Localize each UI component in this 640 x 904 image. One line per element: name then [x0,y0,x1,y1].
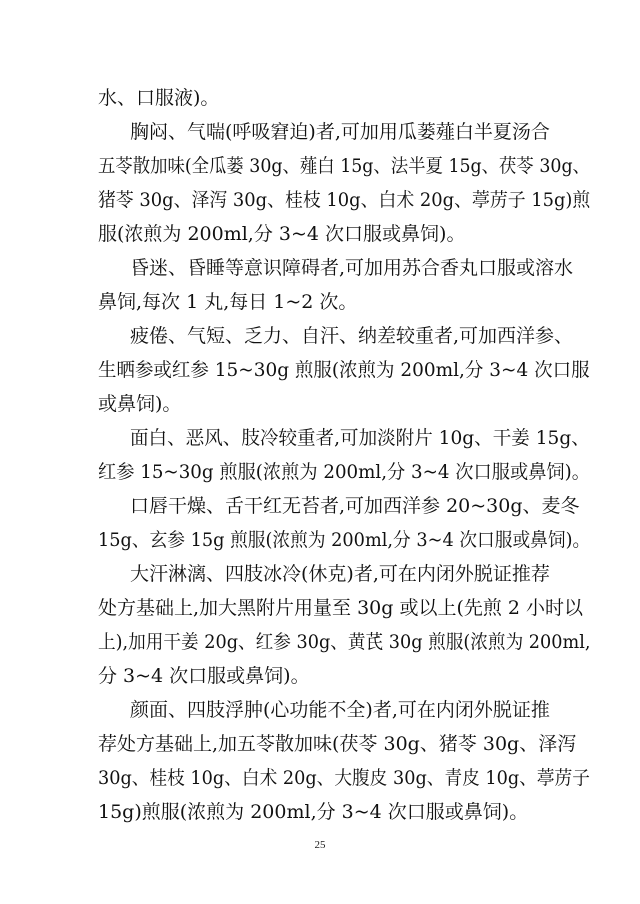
text-line: 疲倦、气短、乏力、自汗、纳差较重者,可加西洋参、 [130,325,574,347]
text-line: 15g)煎服(浓煎为 200ml,分 3~4 次口服或鼻饲)。 [98,801,529,823]
text-line: 服(浓煎为 200ml,分 3~4 次口服或鼻饲)。 [98,223,466,245]
text-line: 荐处方基础上,加五苓散加味(茯苓 30g、猪苓 30g、泽泻 [98,733,577,755]
text-line: 或鼻饲)。 [98,393,182,415]
text-line: 生晒参或红参 15~30g 煎服(浓煎为 200ml,分 3~4 次口服 [98,359,590,381]
text-line: 猪苓 30g、泽泻 30g、桂枝 10g、白术 20g、葶苈子 15g)煎 [98,189,591,211]
text-line: 昏迷、昏睡等意识障碍者,可加用苏合香丸口服或溶水 [130,257,574,279]
text-line: 红参 15~30g 煎服(浓煎为 200ml,分 3~4 次口服或鼻饲)。 [98,461,590,483]
page-number: 25 [314,839,326,851]
text-line: 上),加用干姜 20g、红参 30g、黄芪 30g 煎服(浓煎为 200ml, [98,631,591,653]
text-line: 颜面、四肢浮肿(心功能不全)者,可在内闭外脱证推 [130,699,550,721]
text-line: 面白、恶风、肢冷较重者,可加淡附片 10g、干姜 15g、 [130,427,590,449]
text-line: 水、口服液)。 [98,87,220,109]
text-line: 口唇干燥、舌干红无苔者,可加西洋参 20~30g、麦冬 [130,495,580,517]
text-line: 大汗淋漓、四肢冰冷(休克)者,可在内闭外脱证推荐 [130,563,550,585]
text-line: 15g、玄参 15g 煎服(浓煎为 200ml,分 3~4 次口服或鼻饲)。 [98,529,591,551]
text-line: 30g、桂枝 10g、白术 20g、大腹皮 30g、青皮 10g、葶苈子 [98,767,590,789]
text-line: 五苓散加味(全瓜蒌 30g、薤白 15g、法半夏 15g、茯苓 30g、 [98,155,590,177]
text-line: 处方基础上,加大黑附片用量至 30g 或以上(先煎 2 小时以 [98,597,584,619]
text-line: 胸闷、气喘(呼吸窘迫)者,可加用瓜蒌薤白半夏汤合 [130,121,550,143]
text-line: 鼻饲,每次 1 丸,每日 1~2 次。 [98,291,358,313]
text-line: 分 3~4 次口服或鼻饲)。 [98,665,310,687]
